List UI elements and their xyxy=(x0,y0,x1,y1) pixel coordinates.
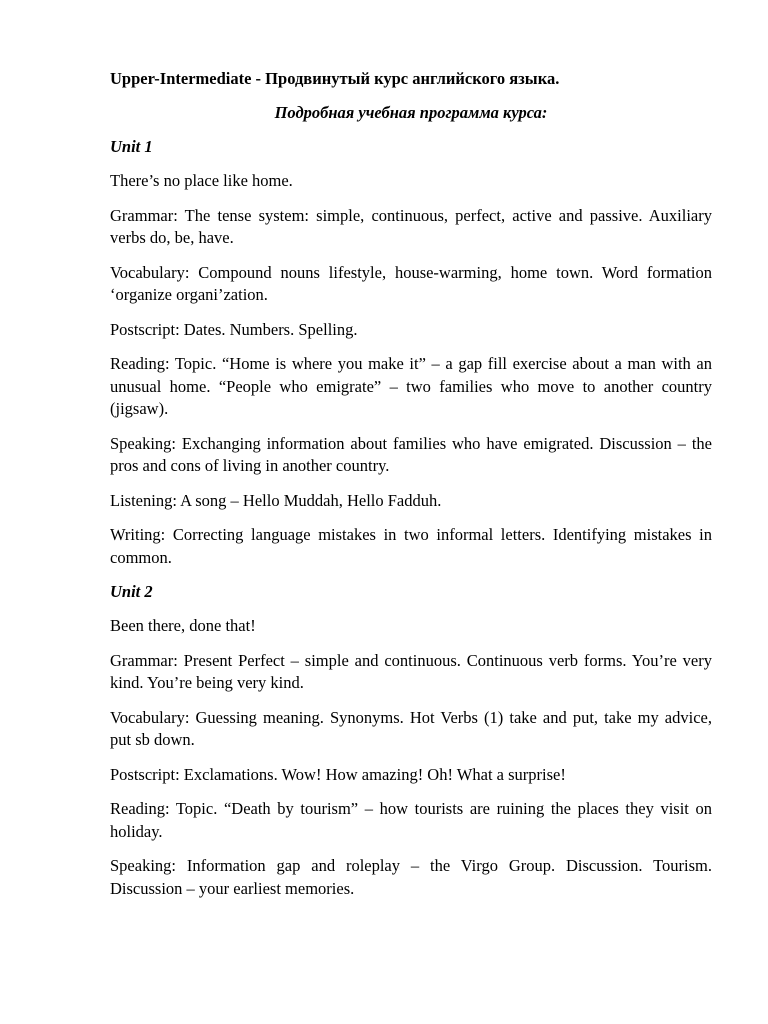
unit-1-reading: Reading: Topic. “Home is where you make it” – a gap fill exercise about a man with an unusual home. “People who emigrate” – two families who move to another country (jigsaw). xyxy=(110,354,712,418)
unit-1-listening: Listening: A song – Hello Muddah, Hello Fadduh. xyxy=(110,490,442,510)
unit-2-vocabulary: Vocabulary: Guessing meaning. Synonyms. Hot Verbs (1) take and put, take my advice, put sb down. xyxy=(110,707,712,749)
unit-1-speaking: Speaking: Exchanging information about families who have emigrated. Discussion – the pros and cons of living in another country. xyxy=(110,433,712,475)
document-subtitle: Подробная учебная программа курса: xyxy=(274,103,548,122)
unit-2-postscript: Postscript: Exclamations. Wow! How amazing! Oh! What a surprise! xyxy=(110,764,566,784)
unit-2-reading: Reading: Topic. “Death by tourism” – how tourists are ruining the places they visit on holiday. xyxy=(110,799,712,841)
document-title: Upper-Intermediate - Продвинутый курс английского языка. xyxy=(110,69,560,88)
unit-1-topic: There’s no place like home. xyxy=(110,171,293,190)
unit-2-speaking: Speaking: Information gap and roleplay – the Virgo Group. Discussion. Tourism. Discussion – your earliest memories. xyxy=(110,856,712,898)
unit-1-postscript: Postscript: Dates. Numbers. Spelling. xyxy=(110,319,358,339)
unit-1-section xyxy=(110,136,712,569)
unit-1-writing: Writing: Correcting language mistakes in two informal letters. Identifying mistakes in common. xyxy=(110,525,712,567)
unit-heading: Unit 2 xyxy=(110,582,153,601)
unit-2-section xyxy=(110,581,712,900)
unit-1-grammar: Grammar: The tense system: simple, continuous, perfect, active and passive. Auxiliary verbs do, be, have. xyxy=(110,205,712,247)
unit-2-topic: Been there, done that! xyxy=(110,616,256,635)
unit-heading: Unit 1 xyxy=(110,137,153,156)
unit-1-vocabulary: Vocabulary: Compound nouns lifestyle, house-warming, home town. Word formation ‘organize organi’zation. xyxy=(110,262,712,304)
unit-2-grammar: Grammar: Present Perfect – simple and continuous. Continuous verb forms. You’re very kind. You’re being very kind. xyxy=(110,650,712,692)
